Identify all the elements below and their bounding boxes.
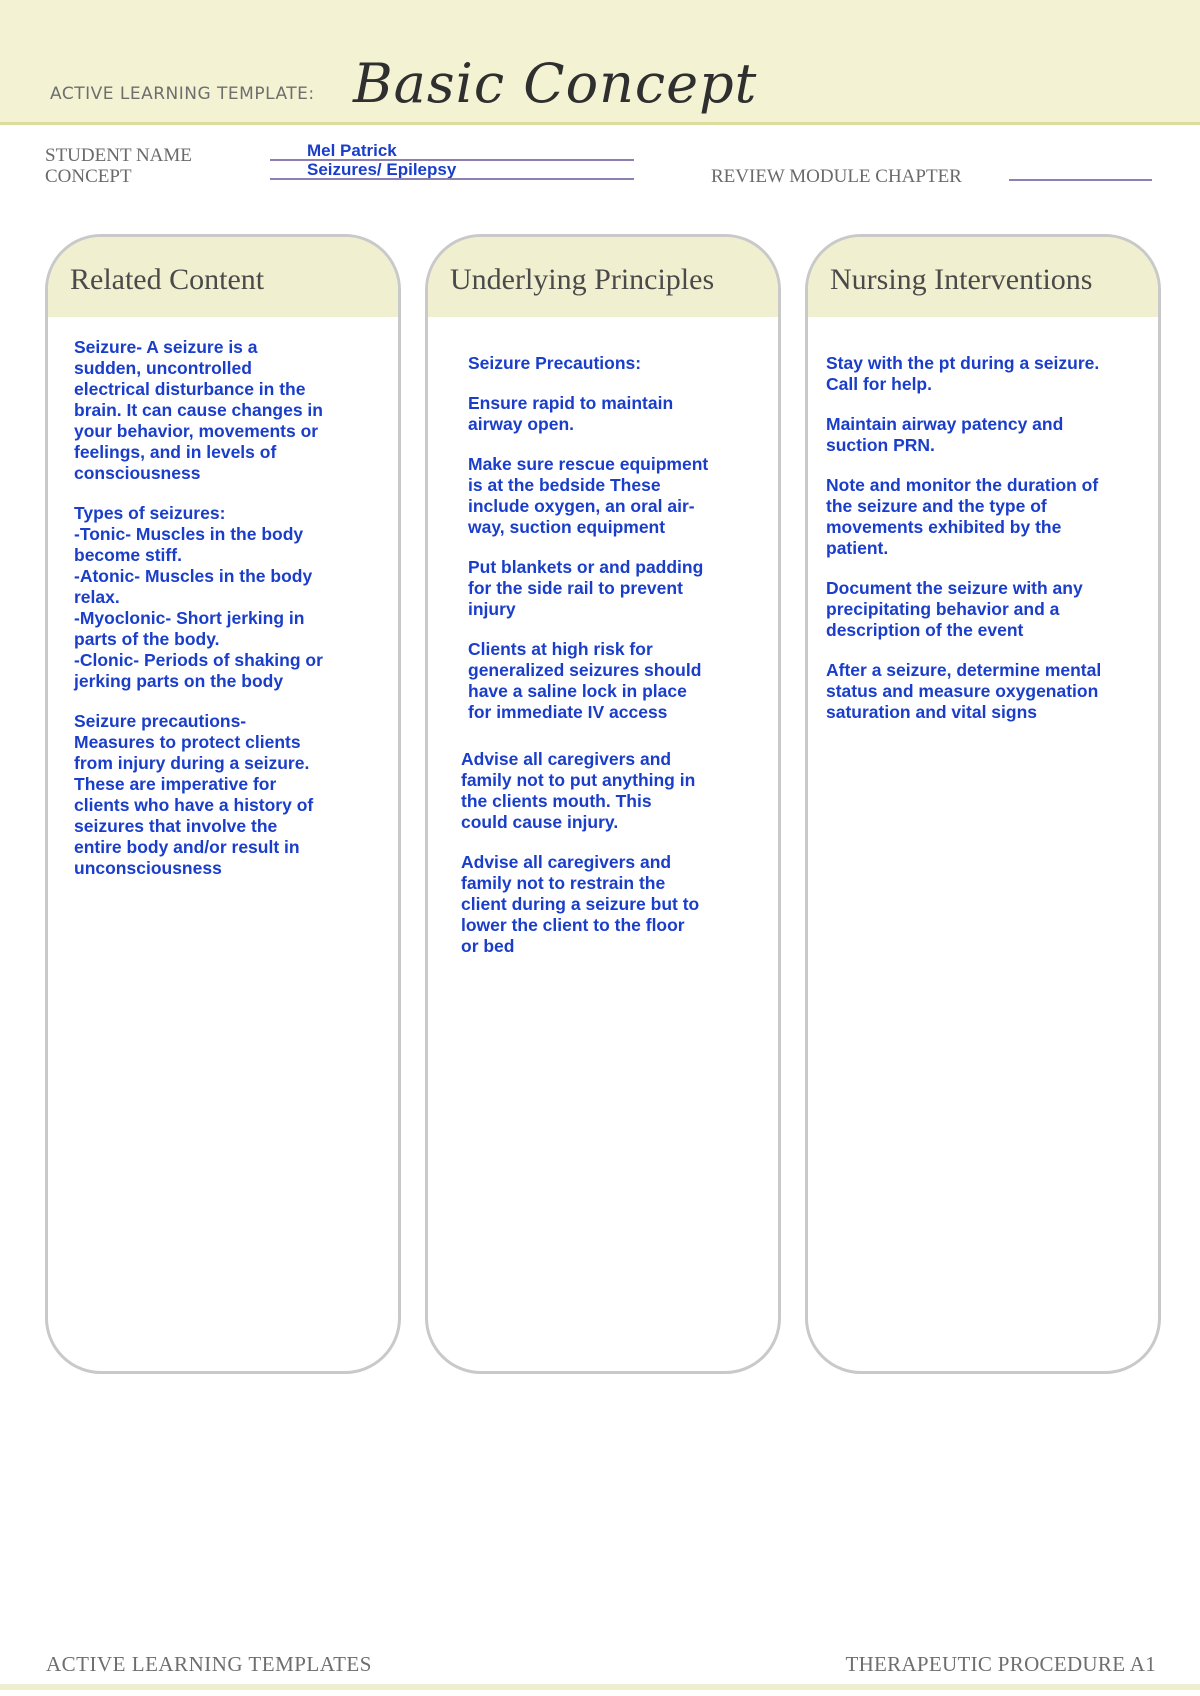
panel-title: Nursing Interventions bbox=[830, 263, 1093, 296]
paragraph: Note and monitor the duration of the seizure and the type of movements exhibited by the patient. bbox=[826, 475, 1099, 558]
concept-line bbox=[270, 178, 634, 180]
paragraph: Seizure precautions- Measures to protect clients from injury during a seizure. These are imperative for clients who have a history of seizures that involve the entire body and/or result in unconsciousness bbox=[74, 711, 314, 878]
panel-header bbox=[808, 237, 1158, 317]
panel-nursing-interventions bbox=[805, 234, 1161, 1374]
paragraph: Make sure rescue equipment is at the bedside These include oxygen, an oral air- way, suction equipment bbox=[468, 454, 709, 537]
panel-related-content bbox=[45, 234, 401, 1374]
panel-header bbox=[428, 237, 778, 317]
paragraph: Ensure rapid to maintain airway open. bbox=[468, 393, 674, 434]
paragraph: After a seizure, determine mental status and measure oxygenation saturation and vital signs bbox=[826, 660, 1102, 722]
panel-body bbox=[808, 317, 1158, 723]
paragraph: Put blankets or and padding for the side rail to prevent injury bbox=[468, 557, 704, 619]
panel-body bbox=[428, 317, 778, 957]
template-prefix: ACTIVE LEARNING TEMPLATE: bbox=[50, 84, 315, 104]
paragraph: Types of seizures: -Tonic- Muscles in the body become stiff. -Atonic- Muscles in the body relax. -Myoclonic- Short jerking in parts of the body. -Clonic- Periods of shaking or jerking parts on the body bbox=[74, 503, 323, 691]
paragraph: Seizure Precautions: bbox=[468, 353, 642, 373]
review-module-label: REVIEW MODULE CHAPTER bbox=[711, 166, 962, 187]
panel-header bbox=[48, 237, 398, 317]
paragraph: Seizure- A seizure is a sudden, uncontrolled electrical disturbance in the brain. It can cause changes in your behavior, movements or feelings, and in levels of consciousness bbox=[74, 337, 323, 483]
concept-value: Seizures/ Epilepsy bbox=[307, 160, 457, 179]
paragraph: Stay with the pt during a seizure. Call for help. bbox=[826, 353, 1100, 394]
footer-right: THERAPEUTIC PROCEDURE A1 bbox=[845, 1652, 1156, 1676]
paragraph: Advise all caregivers and family not to put anything in the clients mouth. This could cause injury. bbox=[461, 749, 696, 832]
paragraph: Document the seizure with any precipitating behavior and a description of the event bbox=[826, 578, 1083, 640]
footer-rule bbox=[0, 1684, 1200, 1690]
template-title: Basic Concept bbox=[353, 52, 758, 115]
paragraph: Clients at high risk for generalized seizures should have a saline lock in place for immediate IV access bbox=[468, 639, 702, 722]
paragraph: Maintain airway patency and suction PRN. bbox=[826, 414, 1064, 455]
footer-left: ACTIVE LEARNING TEMPLATES bbox=[46, 1652, 372, 1676]
panel-title: Related Content bbox=[70, 263, 265, 296]
panel-underlying-principles bbox=[425, 234, 781, 1374]
panel-body bbox=[48, 317, 398, 879]
panel-title: Underlying Principles bbox=[450, 263, 715, 296]
paragraph: Advise all caregivers and family not to restrain the client during a seizure but to lower the client to the floor or bed bbox=[461, 852, 700, 956]
student-name-label: STUDENT NAME bbox=[45, 145, 192, 166]
review-module-line bbox=[1009, 179, 1152, 181]
student-name-value: Mel Patrick bbox=[307, 141, 397, 160]
concept-label: CONCEPT bbox=[45, 166, 132, 187]
